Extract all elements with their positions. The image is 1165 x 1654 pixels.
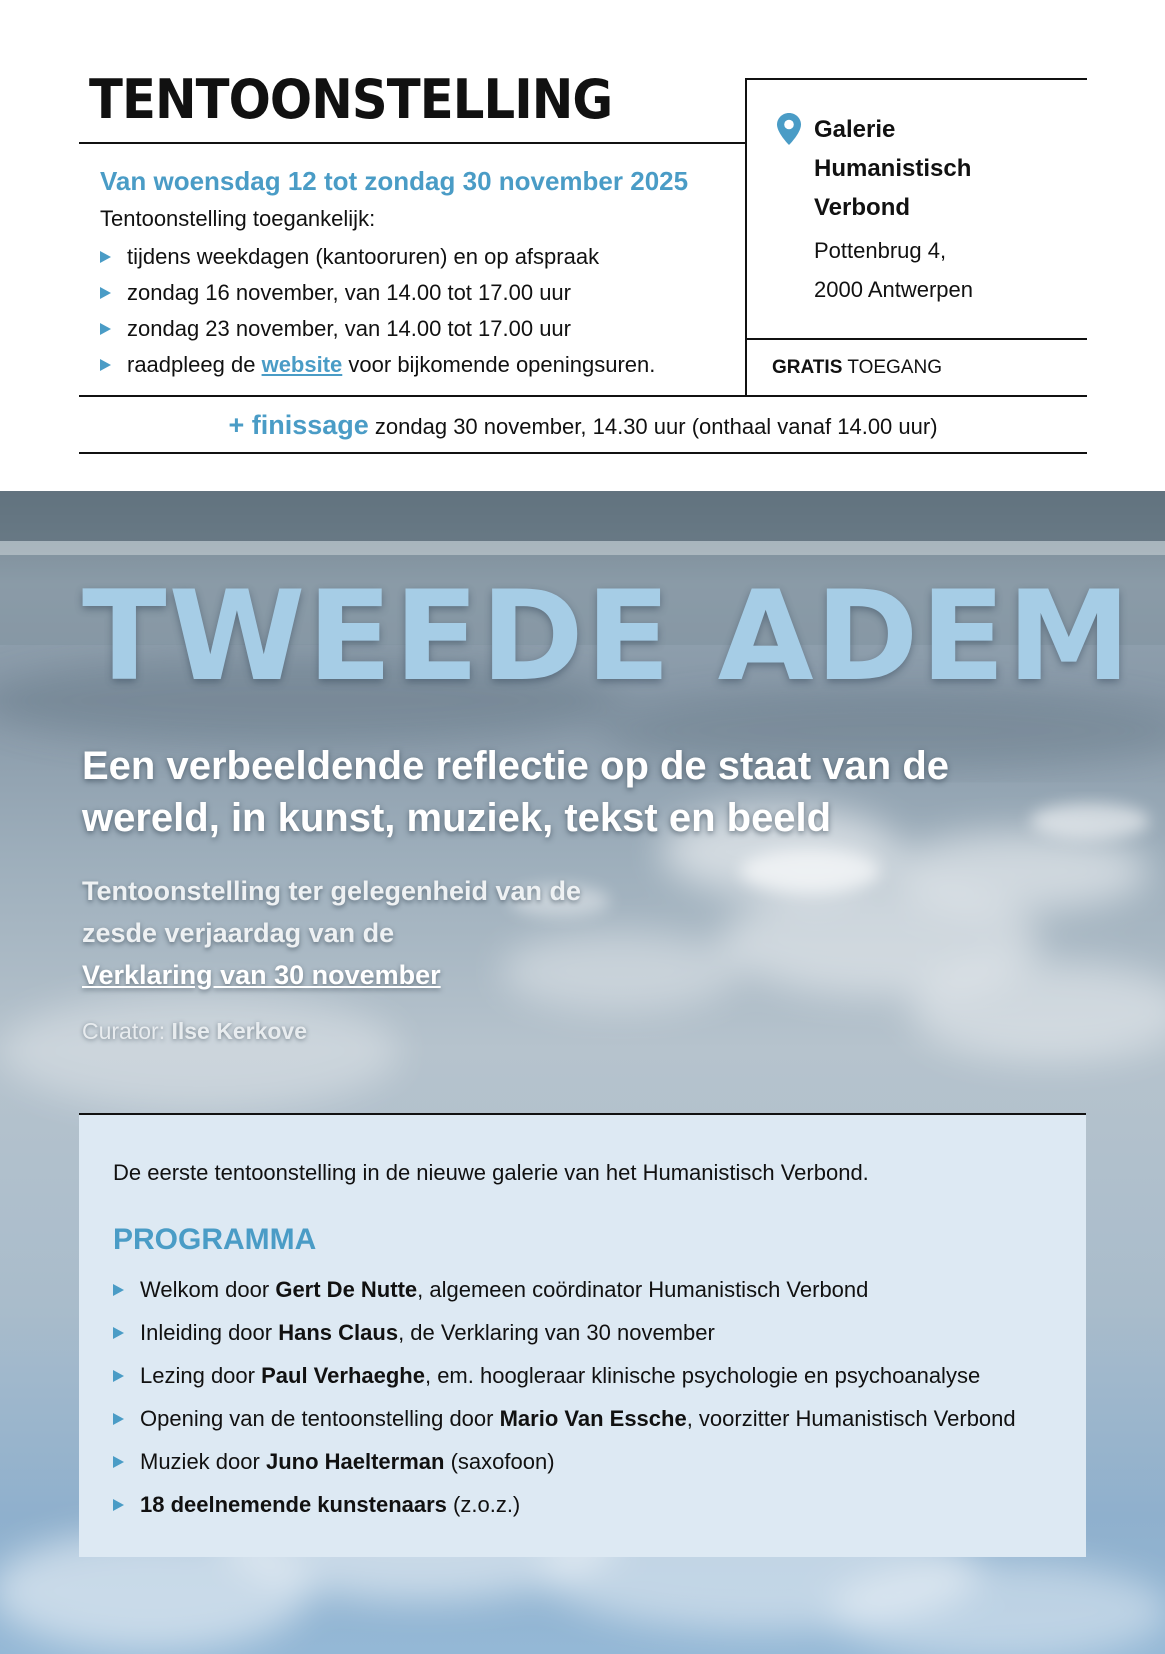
- programme-list: [113, 1268, 1016, 1526]
- item-suffix: (z.o.z.): [446, 1492, 521, 1517]
- item-suffix: (saxofoon): [444, 1449, 555, 1474]
- finissage-text: zondag 30 november, 14.30 uur (onthaal vanaf 14.00 uur): [374, 414, 938, 439]
- opening-text: zondag 16 november, van 14.00 tot 17.00 uur: [127, 280, 571, 305]
- list-item: [113, 1354, 1016, 1397]
- list-item: [100, 239, 655, 275]
- programme-intro: De eerste tentoonstelling in de nieuwe galerie van het Humanistisch Verbond.: [113, 1160, 869, 1185]
- item-suffix: , de Verklaring van 30 november: [398, 1320, 715, 1345]
- list-item: [100, 311, 655, 347]
- item-prefix: Welkom door: [140, 1277, 270, 1302]
- list-item: [100, 347, 655, 383]
- speaker-name: Mario Van Essche: [499, 1406, 687, 1431]
- item-suffix: , voorzitter Humanistisch Verbond: [686, 1406, 1016, 1431]
- bullet-triangle-icon: [113, 1456, 124, 1468]
- curator-line: [82, 1016, 307, 1046]
- list-item: [113, 1483, 1016, 1526]
- opening-text: zondag 23 november, van 14.00 tot 17.00 uur: [127, 316, 571, 341]
- finissage-line: [80, 408, 1086, 444]
- item-prefix: Inleiding door: [140, 1320, 273, 1345]
- curator-label: Curator:: [82, 1018, 166, 1044]
- venue-mid-rule: [745, 338, 1087, 340]
- item-prefix: Lezing door: [140, 1363, 255, 1388]
- poster-title: TWEEDE ADEM: [82, 565, 1133, 709]
- curator-name: Ilse Kerkove: [171, 1018, 308, 1044]
- free-label: GRATIS: [772, 357, 843, 378]
- bullet-triangle-icon: [100, 359, 111, 371]
- venue-divider: [745, 78, 747, 396]
- list-item: [113, 1440, 1016, 1483]
- item-prefix: Muziek door: [140, 1449, 260, 1474]
- finissage-bottom-rule: [79, 452, 1087, 454]
- access-intro: Tentoonstelling toegankelijk:: [100, 206, 376, 231]
- opening-text: raadpleeg de: [127, 352, 256, 377]
- occasion-text: Tentoonstelling ter gelegenheid van de zesde verjaardag van de: [82, 876, 582, 948]
- bullet-triangle-icon: [113, 1413, 124, 1425]
- venue-street: Pottenbrug 4,: [814, 238, 947, 263]
- website-link[interactable]: website: [261, 352, 343, 377]
- venue-city: 2000 Antwerpen: [814, 277, 974, 302]
- bullet-triangle-icon: [113, 1499, 124, 1511]
- list-item: [113, 1397, 1016, 1440]
- item-prefix: Opening van de tentoonstelling door: [140, 1406, 494, 1431]
- bullet-triangle-icon: [113, 1284, 124, 1296]
- title-rule: [79, 142, 746, 144]
- list-item: [113, 1311, 1016, 1354]
- bullet-triangle-icon: [100, 251, 111, 263]
- opening-text: tijdens weekdagen (kantooruren) en op afspraak: [127, 244, 600, 269]
- bullet-triangle-icon: [113, 1370, 124, 1382]
- finissage-label: + finissage: [228, 410, 369, 440]
- programme-title: PROGRAMMA: [113, 1223, 317, 1256]
- speaker-name: Hans Claus: [278, 1320, 399, 1345]
- exhibition-dates: Van woensdag 12 tot zondag 30 november 2025: [100, 166, 689, 196]
- speaker-name: Juno Haelterman: [265, 1449, 445, 1474]
- speaker-name: Paul Verhaeghe: [261, 1363, 425, 1388]
- map-pin-icon: [776, 112, 802, 151]
- opening-text: voor bijkomende openingsuren.: [348, 352, 656, 377]
- venue-top-rule: [745, 78, 1087, 80]
- bullet-triangle-icon: [100, 323, 111, 335]
- declaration-link[interactable]: Verklaring van 30 november: [82, 960, 441, 990]
- poster-subtitle: Een verbeeldende reflectie op de staat van de wereld, in kunst, muziek, tekst en beeld: [82, 744, 949, 840]
- list-item: [100, 275, 655, 311]
- info-bottom-rule: [79, 395, 1087, 397]
- venue-name: Galerie Humanistisch Verbond: [814, 116, 972, 221]
- item-suffix: , algemeen coördinator Humanistisch Verbond: [417, 1277, 869, 1302]
- bullet-triangle-icon: [113, 1327, 124, 1339]
- poster-occasion: [82, 870, 602, 996]
- free-entry: [772, 356, 942, 380]
- bullet-triangle-icon: [100, 287, 111, 299]
- venue-address: [814, 231, 973, 309]
- list-item: [113, 1268, 1016, 1311]
- speaker-name: Gert De Nutte: [275, 1277, 418, 1302]
- entry-label: TOEGANG: [847, 357, 942, 378]
- opening-hours-list: [100, 239, 655, 383]
- artists-count: 18 deelnemende kunstenaars: [140, 1492, 447, 1517]
- item-suffix: , em. hoogleraar klinische psychologie en psychoanalyse: [424, 1363, 981, 1388]
- page-title: TENTOONSTELLING: [89, 68, 613, 131]
